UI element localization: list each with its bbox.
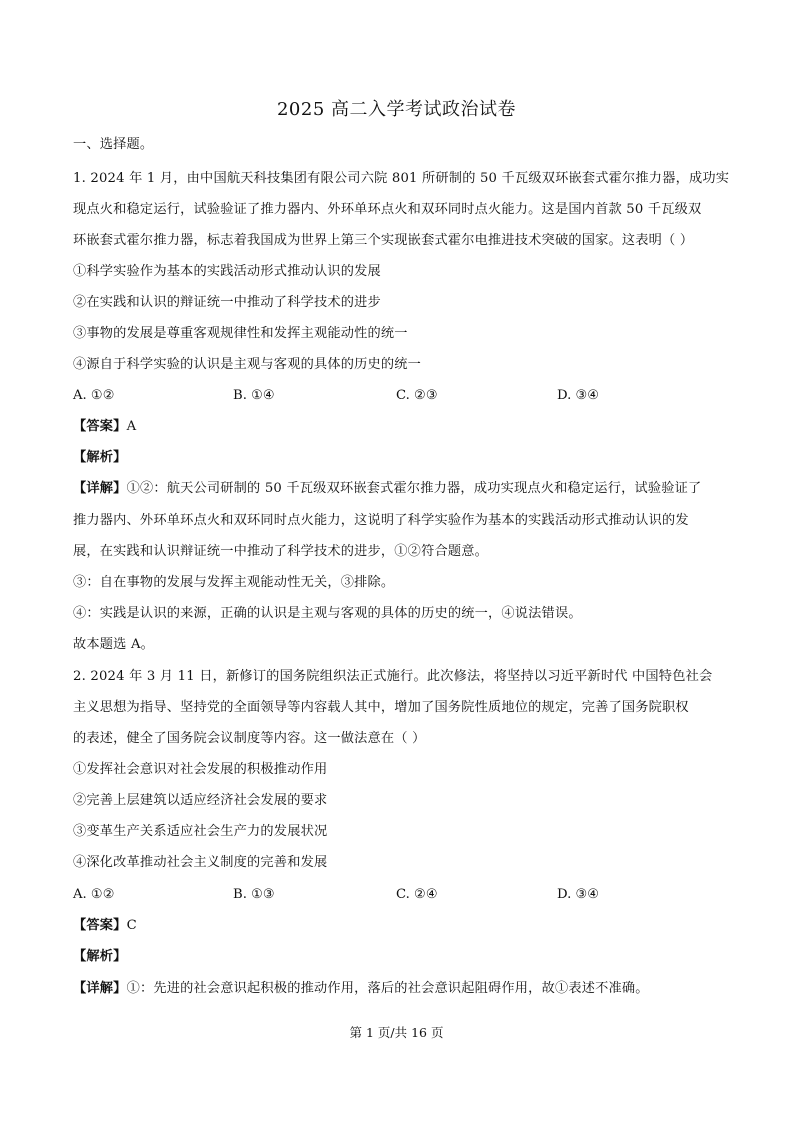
q1-option-c: C. ②③ (396, 388, 438, 403)
q2-detail-line (73, 980, 649, 998)
q1-detail-line (73, 480, 701, 498)
q2-option-c: C. ②④ (396, 887, 438, 902)
q1-stem-line: 1. 2024 年 1 月，由中国航天科技集团有限公司六院 801 所研制的 50 千瓦级双环嵌套式霍尔推力器，成功实 (73, 171, 730, 186)
q2-item: ②完善上层建筑以适应经济社会发展的要求 (73, 793, 328, 808)
q2-item: ①发挥社会意识对社会发展的积极推动作用 (73, 762, 328, 777)
q2-analysis-label: 【解析】 (73, 949, 127, 964)
q1-item: ④源自于科学实验的认识是主观与客观的具体的历史的统一 (73, 357, 422, 372)
q1-detail-line: 故本题选 A。 (73, 637, 155, 652)
q2-stem-line: 的表述，健全了国务院会议制度等内容。这一做法意在（ ） (73, 731, 426, 746)
answer-value: A (126, 419, 137, 434)
q2-item: ③变革生产关系适应社会生产力的发展状况 (73, 824, 328, 839)
page-title: 2025 高二入学考试政治试卷 (276, 99, 517, 120)
q2-stem-line: 主义思想为指导、坚持党的全面领导等内容载人其中，增加了国务院性质地位的规定，完善了国务院职权 (73, 700, 689, 715)
q2-item: ④深化改革推动社会主义制度的完善和发展 (73, 855, 328, 870)
q1-stem-line: 环嵌套式霍尔推力器，标志着我国成为世界上第三个实现嵌套式霍尔电推进技术突破的国家。这表明（ ） (73, 233, 694, 248)
q1-option-d: D. ③④ (557, 388, 600, 403)
q1-item: ②在实践和认识的辩证统一中推动了科学技术的进步 (73, 295, 381, 310)
q2-option-a: A. ①② (73, 887, 115, 902)
q1-detail-line: ④：实践是认识的来源，正确的认识是主观与客观的具体的历史的统一，④说法错误。 (73, 606, 582, 621)
q1-answer (73, 418, 136, 436)
q1-stem-line: 现点火和稳定运行，试验验证了推力器内、外环单环点火和双环同时点火能力。这是国内首款 50 千瓦级双 (73, 202, 702, 217)
q1-detail-line: ③：自在事物的发展与发挥主观能动性无关，③排除。 (73, 575, 395, 590)
q1-detail-line: 展，在实践和认识辩证统一中推动了科学技术的进步，①②符合题意。 (73, 544, 489, 559)
detail-label: 【详解】 (73, 981, 127, 996)
detail-text: ①②：航天公司研制的 50 千瓦级双环嵌套式霍尔推力器，成功实现点火和稳定运行，试验验证了 (126, 481, 702, 496)
q1-option-b: B. ①④ (233, 388, 275, 403)
q1-analysis-label: 【解析】 (73, 450, 127, 465)
q1-item: ①科学实验作为基本的实践活动形式推动认识的发展 (73, 264, 381, 279)
q2-option-d: D. ③④ (557, 887, 600, 902)
answer-label: 【答案】 (73, 419, 127, 434)
detail-label: 【详解】 (73, 481, 127, 496)
q1-detail-line: 推力器内、外环单环点火和双环同时点火能力，这说明了科学实验作为基本的实践活动形式推动认识的发 (73, 513, 689, 528)
q2-stem-line: 2. 2024 年 3 月 11 日，新修订的国务院组织法正式施行。此次修法，将坚持以习近平新时代 中国特色社会 (73, 669, 713, 684)
page-footer: 第 1 页/共 16 页 (349, 1025, 444, 1040)
section-heading: 一、选择题。 (73, 137, 154, 152)
q1-item: ③事物的发展是尊重客观规律性和发挥主观能动性的统一 (73, 326, 408, 341)
q1-option-a: A. ①② (73, 388, 115, 403)
answer-value: C (126, 918, 137, 933)
answer-label: 【答案】 (73, 918, 127, 933)
q2-option-b: B. ①③ (233, 887, 275, 902)
detail-text: ①：先进的社会意识起积极的推动作用，落后的社会意识起阻碍作用，故①表述不准确。 (126, 981, 649, 996)
q2-answer (73, 917, 137, 935)
